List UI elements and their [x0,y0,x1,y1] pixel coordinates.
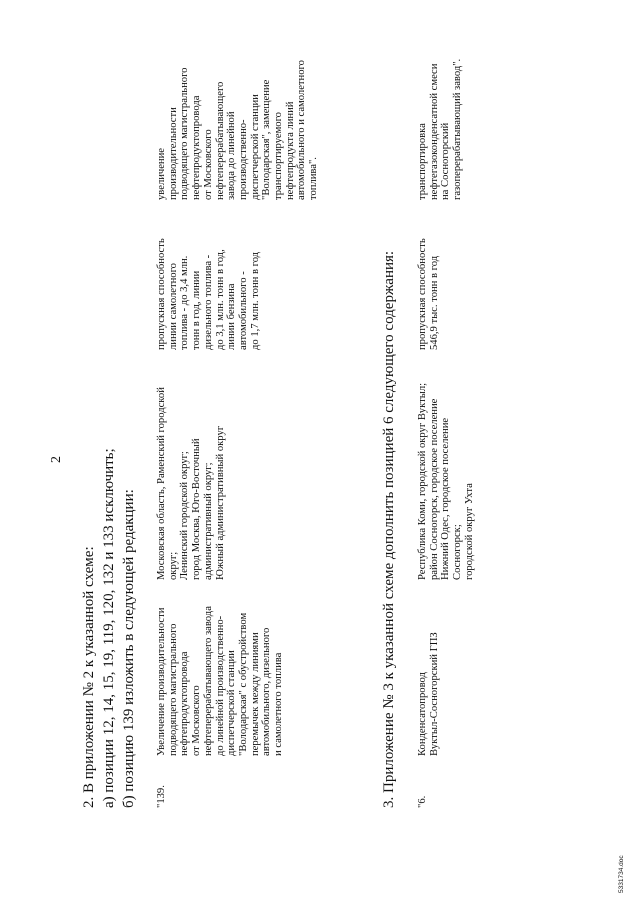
intro-line-2: а) позиции 12, 14, 15, 19, 119, 120, 132 и 133 исключить; [101,448,117,808]
appendix-3-line: 3. Приложение № 3 к указанной схеме дополнить позицией 6 следующего содержания: [381,250,397,808]
position-6-location: Республика Коми, городской округ Вуктыл; район Сосногорск, городское поселение Нижний Одес, городское поселение Сосногорск; городской округ Ухта [417,382,475,580]
intro-line-3: б) позицию 139 изложить в следующей редакции: [121,489,137,808]
position-139-characteristics: пропускная способность линии самолетного топлива - до 3,4 млн. тонн в год, линии дизельного топлива - до 3,1 млн. тонн в год, линии бензина автомобильного - до 1,7 млн. тонн в год [156,238,261,350]
position-6-name: Конденсатопровод Вуктыл-Сосногорский ГПЗ [417,632,440,756]
position-139-number: "139. [156,785,167,808]
position-6-characteristics: пропускная способность 546,9 тыс. тонн в год [417,238,440,350]
position-139-purpose: увеличение производительности подводящего магистрального нефтепродуктопровода от Московского нефтеперерабатывающего завода до линейной производственно- диспетчерской станции "Володарская", замещение транспортируемого нефтепродукта линий автомобильного и самолетного топлива". [156,60,320,200]
footer-doc-code: 5331734.doc [618,855,625,893]
position-139-location: Московская область, Раменский городской округ; Ленинский городской округ; город Москва, Юго-Восточный административный округ; Южный административный округ [156,387,226,580]
page-number: 2 [49,456,64,463]
position-139-name: Увеличение производительности подводящего магистрального нефтепродуктопровода от Московского нефтеперерабатывающего завода до линейной производственно- диспетчерской станции "Володарская" с обустройством перемычек между линиями автомобильного, дизельного и самолетного топлива [156,606,285,756]
intro-line-1: 2. В приложении № 2 к указанной схеме: [81,546,97,808]
position-6-purpose: транспортировка нефтегазоконденсатной смеси на Сосногорский газоперерабатывающий завод". [417,58,464,200]
position-6-number: "6. [417,795,428,808]
